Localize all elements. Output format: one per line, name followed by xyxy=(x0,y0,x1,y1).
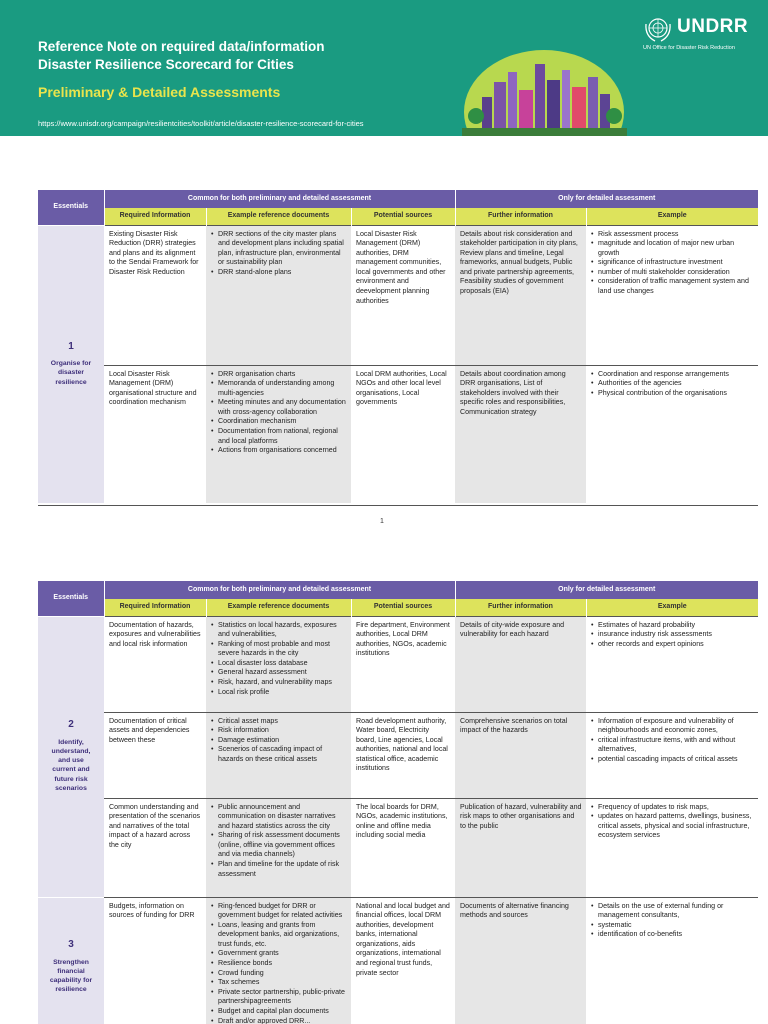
required-cell: Budgets, information on sources of funding for DRR xyxy=(104,897,206,1024)
essential-title: Organise for disaster resilience xyxy=(50,360,92,386)
list-item: • Loans, leasing and grants from development banks, aid organizations, trust funds, etc. xyxy=(211,921,347,950)
example-cell xyxy=(586,225,758,365)
bullet-list xyxy=(591,717,754,765)
required-cell: Documentation of critical assets and dependencies between these xyxy=(104,712,206,798)
table-end-rule xyxy=(38,505,758,506)
common-header: Common for both preliminary and detailed assessment xyxy=(104,581,455,599)
list-item: • systematic xyxy=(591,921,754,931)
docs-cell xyxy=(206,798,351,897)
logo-wordmark: UNDRR xyxy=(677,16,749,37)
list-item: • DRR stand-alone plans xyxy=(211,268,347,278)
bullet-list xyxy=(211,803,347,880)
list-item: • Statistics on local hazards, exposures and vulnerabilities, xyxy=(211,621,347,640)
required-cell: Existing Disaster Risk Reduction (DRR) strategies and plans and its alignment to the Sendai Framework for Disaster Risk Reduction xyxy=(104,225,206,365)
table-page-2 xyxy=(38,581,758,1024)
table-row xyxy=(38,897,758,1024)
list-item: • Coordination mechanism xyxy=(211,417,347,427)
list-item: • Risk information xyxy=(211,726,347,736)
list-item: • significance of infrastructure investment xyxy=(591,258,754,268)
docs-cell xyxy=(206,616,351,712)
col-required-information: Required Information xyxy=(104,599,206,616)
essential-1-label xyxy=(38,225,104,503)
list-item: • Critical asset maps xyxy=(211,717,347,727)
col-further-information: Further information xyxy=(455,599,586,616)
list-item: • critical infrastructure items, with and without alternatives, xyxy=(591,736,754,755)
table-row xyxy=(38,616,758,712)
list-item: • Sharing of risk assessment documents (online, offline via government offices and via media channels) xyxy=(211,831,347,860)
list-item: • identification of co-benefits xyxy=(591,930,754,940)
list-item: • Documentation from national, regional and local platforms xyxy=(211,427,347,446)
list-item: • Information of exposure and vulnerability of neighbourhoods and economic zones, xyxy=(591,717,754,736)
essential-title: Strengthen financial capability for resilience xyxy=(49,958,93,994)
sources-cell: Road development authority, Water board, Electricity board, Line agencies, Local authorities, national and local statistical office, academic institutions xyxy=(351,712,455,798)
bullet-list xyxy=(591,621,754,650)
list-item: • Plan and timeline for the update of risk assessment xyxy=(211,860,347,879)
undrr-logo xyxy=(643,14,763,58)
list-item: • consideration of traffic management system and land use changes xyxy=(591,277,754,296)
list-item: • potential cascading impacts of critical assets xyxy=(591,755,754,765)
bullet-list xyxy=(591,230,754,297)
list-item: • Resilience bonds xyxy=(211,959,347,969)
list-item: • Coordination and response arrangements xyxy=(591,370,754,380)
docs-cell xyxy=(206,897,351,1024)
example-cell xyxy=(586,712,758,798)
essential-3-label xyxy=(38,897,104,1024)
bullet-list xyxy=(211,717,347,765)
bullet-list xyxy=(211,230,347,278)
sources-cell: National and local budget and financial offices, local DRM authorities, development banks, international organizations, aids organizations, international and regional trust funds, private sector xyxy=(351,897,455,1024)
detailed-header: Only for detailed assessment xyxy=(455,190,758,208)
list-item: • Physical contribution of the organisations xyxy=(591,389,754,399)
list-item: • Draft and/or approved DRR... xyxy=(211,1017,347,1024)
required-cell: Documentation of hazards, exposures and vulnerabilities and local risk information xyxy=(104,616,206,712)
further-cell: Details about risk consideration and stakeholder participation in city plans, Review plans and timeline, Legal frameworks, annual budgets, Public and private partnership agreements, Feasibility studies of government proposals (EIA) xyxy=(455,225,586,365)
list-item: • DRR sections of the city master plans and development plans including spatial plan, infrastructure plan, environmental or sustainability plan xyxy=(211,230,347,268)
list-item: • Government grants xyxy=(211,949,347,959)
bullet-list xyxy=(211,370,347,456)
col-example-documents: Example reference documents xyxy=(206,599,351,616)
detailed-header: Only for detailed assessment xyxy=(455,581,758,599)
bullet-list xyxy=(591,902,754,940)
essential-number: 2 xyxy=(68,719,74,731)
bullet-list xyxy=(211,902,347,1024)
list-item: • Ring-fenced budget for DRR or government budget for related activities xyxy=(211,902,347,921)
header-banner xyxy=(0,0,768,136)
list-item: • Risk assessment process xyxy=(591,230,754,240)
example-cell xyxy=(586,897,758,1024)
list-item: • other records and expert opinions xyxy=(591,640,754,650)
docs-cell xyxy=(206,365,351,503)
example-cell xyxy=(586,798,758,897)
document-subtitle: Preliminary & Detailed Assessments xyxy=(38,84,281,100)
list-item: • Tax schemes xyxy=(211,978,347,988)
list-item: • magnitude and location of major new urban growth xyxy=(591,239,754,258)
document-title xyxy=(38,38,438,74)
essential-2-label xyxy=(38,616,104,897)
list-item: • Risk, hazard, and vulnerability maps xyxy=(211,678,347,688)
list-item: • Ranking of most probable and most severe hazards in the city xyxy=(211,640,347,659)
list-item: • Estimates of hazard probability xyxy=(591,621,754,631)
list-item: • insurance industry risk assessments xyxy=(591,630,754,640)
col-further-information: Further information xyxy=(455,208,586,225)
list-item: • Frequency of updates to risk maps, xyxy=(591,803,754,813)
sources-cell: Local DRM authorities, Local NGOs and other local level organisations, Local governments xyxy=(351,365,455,503)
col-example: Example xyxy=(586,208,758,225)
col-example: Example xyxy=(586,599,758,616)
list-item: • Damage estimation xyxy=(211,736,347,746)
table-row xyxy=(38,798,758,897)
bullet-list xyxy=(591,370,754,399)
further-cell: Publication of hazard, vulnerability and risk maps to other organisations and to the public xyxy=(455,798,586,897)
list-item: • Budget and capital plan documents xyxy=(211,1007,347,1017)
col-example-documents: Example reference documents xyxy=(206,208,351,225)
example-cell xyxy=(586,365,758,503)
list-item: • Memoranda of understanding among multi-agencies xyxy=(211,379,347,398)
list-item: • Public announcement and communication on disaster narratives and hazard statistics across the city xyxy=(211,803,347,832)
list-item: • Local disaster loss database xyxy=(211,659,347,669)
list-item: • Private sector partnership, public-private partnershipagreements xyxy=(211,988,347,1007)
table-row xyxy=(38,225,758,365)
title-line-1: Reference Note on required data/information xyxy=(38,39,325,54)
list-item: • Actions from organisations concerned xyxy=(211,446,347,456)
list-item: • DRR organisation charts xyxy=(211,370,347,380)
list-item: • Local risk profile xyxy=(211,688,347,698)
docs-cell xyxy=(206,712,351,798)
required-cell: Common understanding and presentation of the scenarios and narratives of the total impact of a hazard across the city xyxy=(104,798,206,897)
bullet-list xyxy=(211,621,347,698)
list-item: • Crowd funding xyxy=(211,969,347,979)
col-required-information: Required Information xyxy=(104,208,206,225)
logo-tagline: UN Office for Disaster Risk Reduction xyxy=(643,45,735,51)
docs-cell xyxy=(206,225,351,365)
further-cell: Details about coordination among DRR organisations, List of stakeholders involved with their specific roles and responsibilities, Communication strategy xyxy=(455,365,586,503)
essential-number: 3 xyxy=(68,939,74,951)
list-item: • General hazard assessment xyxy=(211,668,347,678)
col-potential-sources: Potential sources xyxy=(351,599,455,616)
table-row xyxy=(38,365,758,503)
sources-cell: Fire department, Environment authorities, Local DRM authorities, NGOs, academic institutions xyxy=(351,616,455,712)
essential-title: Identify, understand, and use current and future risk scenarios xyxy=(51,738,91,792)
list-item: • Scenerios of cascading impact of hazards on these critical assets xyxy=(211,745,347,764)
page-number: 1 xyxy=(380,518,384,525)
col-potential-sources: Potential sources xyxy=(351,208,455,225)
table-row xyxy=(38,712,758,798)
list-item: • Details on the use of external funding or management consultants, xyxy=(591,902,754,921)
list-item: • number of multi stakeholder consideration xyxy=(591,268,754,278)
list-item: • Meeting minutes and any documentation with cross-agency collaboration xyxy=(211,398,347,417)
essentials-header: Essentials xyxy=(38,581,104,616)
list-item: • updates on hazard patterns, dwellings, business, critical assets, physical and social infrastructure, ecosystem services xyxy=(591,812,754,841)
required-cell: Local Disaster Risk Management (DRM) organisational structure and coordination mechanism xyxy=(104,365,206,503)
un-emblem-icon xyxy=(643,14,673,44)
essentials-header: Essentials xyxy=(38,190,104,225)
example-cell xyxy=(586,616,758,712)
sources-cell: The local boards for DRM, NGOs, academic institutions, online and offline media including social media xyxy=(351,798,455,897)
bullet-list xyxy=(591,803,754,841)
essential-number: 1 xyxy=(68,340,74,352)
list-item: • Authorities of the agencies xyxy=(591,379,754,389)
common-header: Common for both preliminary and detailed assessment xyxy=(104,190,455,208)
title-line-2: Disaster Resilience Scorecard for Cities xyxy=(38,57,294,72)
city-illustration-icon xyxy=(462,42,627,136)
further-cell: Details of city-wide exposure and vulnerability for each hazard xyxy=(455,616,586,712)
table-page-1 xyxy=(38,190,758,503)
campaign-link[interactable]: https://www.unisdr.org/campaign/resilientcities/toolkit/article/disaster-resilience-scorecard-for-cities xyxy=(38,119,364,128)
further-cell: Documents of alternative financing methods and sources xyxy=(455,897,586,1024)
further-cell: Comprehensive scenarios on total impact of the hazards xyxy=(455,712,586,798)
sources-cell: Local Disaster Risk Management (DRM) authorities, DRM management communities, local governments and other environment and deevelopment planning authorities xyxy=(351,225,455,365)
